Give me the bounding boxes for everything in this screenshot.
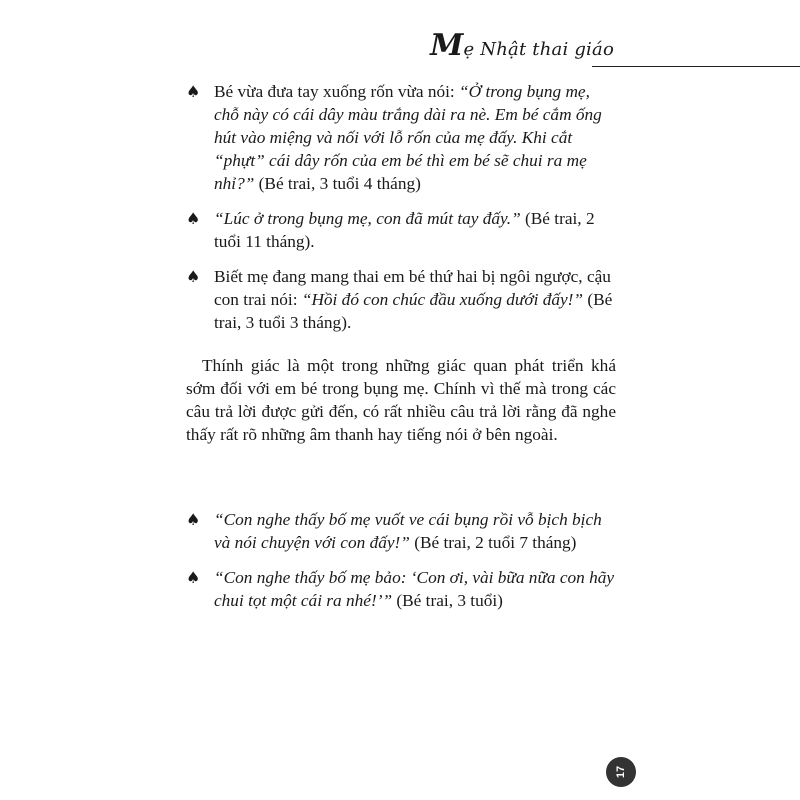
- running-header: [430, 28, 614, 63]
- bullet-tail: (Bé trai, 3 tuổi 3 tháng).: [214, 290, 613, 332]
- spade-icon: ♠: [186, 510, 201, 529]
- bullet-lead: Biết mẹ đang mang thai em bé thứ hai bị ngôi ngược, cậu con trai nói:: [214, 267, 611, 309]
- spade-icon: ♠: [186, 209, 201, 228]
- bullet-tail: (Bé trai, 2 tuổi 11 tháng).: [214, 209, 595, 251]
- bullet-tail: (Bé trai, 3 tuổi): [392, 591, 503, 610]
- bullet-list-bottom: [186, 508, 616, 624]
- list-item: [186, 265, 616, 334]
- bullet-tail: (Bé trai, 2 tuổi 7 tháng): [409, 533, 577, 552]
- bullet-quote: “Hồi đó con chúc đầu xuống dưới đấy!”: [301, 290, 584, 309]
- spade-icon: ♠: [186, 82, 201, 101]
- bullet-quote: “Lúc ở trong bụng mẹ, con đã mút tay đấy.”: [214, 209, 521, 228]
- spade-icon: ♠: [186, 568, 201, 587]
- bullet-quote: “Ở trong bụng mẹ, chỗ này có cái dây màu trắng dài ra nè. Em bé cắm ống hút vào miệng và nối với lỗ rốn của mẹ đấy. Khi cắt “phựt” cái dây rốn của em bé thì em bé sẽ chui ra mẹ nhỉ?”: [214, 82, 602, 193]
- bullet-lead: Bé vừa đưa tay xuống rốn vừa nói:: [214, 82, 460, 101]
- list-item: [186, 207, 616, 253]
- bullet-quote: “Con nghe thấy bố mẹ bảo: ‘Con ơi, vài bữa nữa con hãy chui tọt một cái ra nhé!’”: [214, 568, 615, 610]
- header-rule: [592, 66, 800, 67]
- list-item: [186, 508, 616, 554]
- list-item: [186, 566, 616, 612]
- bullet-list-top: [186, 80, 616, 346]
- header-title-initial: M: [430, 28, 464, 63]
- bullet-quote: “Con nghe thấy bố mẹ vuốt ve cái bụng rồi vỗ bịch bịch và nói chuyện với con đấy!”: [214, 510, 602, 552]
- header-title-rest: ẹ Nhật thai giáo: [463, 39, 614, 60]
- page-number-badge: 17: [606, 757, 636, 787]
- list-item: [186, 80, 616, 195]
- bullet-tail: (Bé trai, 3 tuổi 4 tháng): [254, 174, 421, 193]
- body-paragraph: Thính giác là một trong những giác quan phát triển khá sớm đối với em bé trong bụng mẹ. Chính vì thế mà trong các câu trả lời được gửi đến, có rất nhiều câu trả lời rằng đã nghe thấy rất rõ những âm thanh hay tiếng nói ở bên ngoài.: [186, 356, 616, 444]
- spade-icon: ♠: [186, 267, 201, 286]
